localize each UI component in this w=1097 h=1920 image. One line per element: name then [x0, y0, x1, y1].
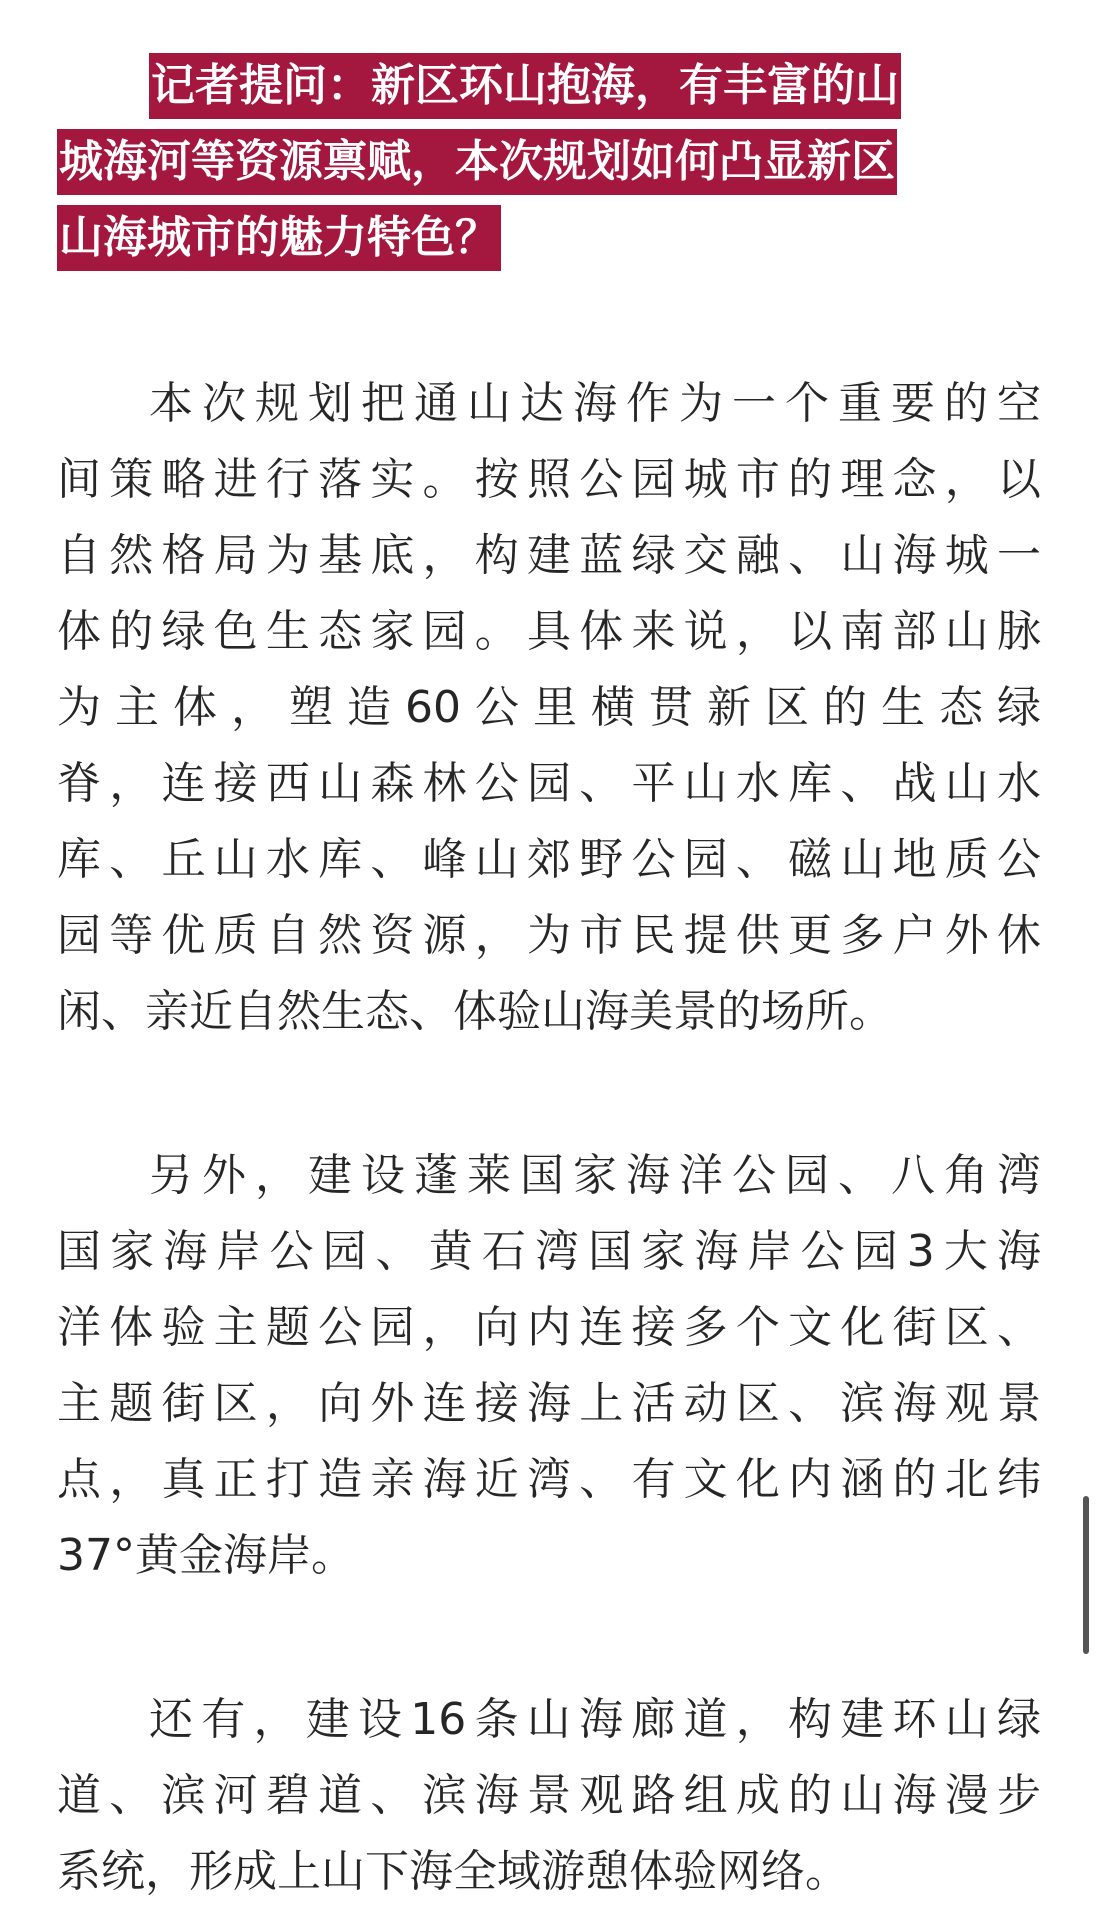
paragraph-line: 园等优质自然资源，为市民提供更多户外休	[57, 910, 1041, 961]
paragraph-line: 国家海岸公园、黄石湾国家海岸公园3大海	[57, 1226, 1041, 1277]
paragraph-line: 道、滨河碧道、滨海景观路组成的山海漫步	[57, 1770, 1041, 1821]
paragraph-line: 闲、亲近自然生态、体验山海美景的场所。	[57, 986, 893, 1037]
answer-paragraph-1	[57, 366, 1041, 1050]
paragraph-line: 体的绿色生态家园。具体来说，以南部山脉	[57, 606, 1041, 657]
paragraph-line: 另外，建设蓬莱国家海洋公园、八角湾	[149, 1150, 1041, 1201]
paragraph-line: 洋体验主题公园，向内连接多个文化街区、	[57, 1302, 1041, 1353]
paragraph-line: 脊，连接西山森林公园、平山水库、战山水	[57, 758, 1041, 809]
paragraph-line: 库、丘山水库、峰山郊野公园、磁山地质公	[57, 834, 1041, 885]
question-line	[57, 48, 1041, 124]
answer-paragraph-3	[57, 1682, 1041, 1910]
answer-paragraph-2	[57, 1138, 1041, 1594]
reporter-question	[57, 48, 1041, 276]
paragraph-line: 自然格局为基底，构建蓝绿交融、山海城一	[57, 530, 1041, 581]
question-highlight: 城海河等资源禀赋，本次规划如何凸显新区	[57, 129, 897, 195]
paragraph-line: 本次规划把通山达海作为一个重要的空	[149, 378, 1041, 429]
question-highlight: 山海城市的魅力特色？	[57, 205, 501, 271]
question-highlight: 记者提问：新区环山抱海，有丰富的山	[149, 53, 901, 119]
paragraph-line: 系统，形成上山下海全域游憩体验网络。	[57, 1846, 849, 1897]
paragraph-line: 还有，建设16条山海廊道，构建环山绿	[149, 1694, 1041, 1745]
scrollbar-thumb[interactable]	[1083, 1496, 1089, 1654]
question-line	[57, 200, 1041, 276]
paragraph-line: 点，真正打造亲海近湾、有文化内涵的北纬	[57, 1454, 1041, 1505]
paragraph-line: 间策略进行落实。按照公园城市的理念，以	[57, 454, 1041, 505]
article-body	[57, 48, 1041, 1910]
paragraph-line: 主题街区，向外连接海上活动区、滨海观景	[57, 1378, 1041, 1429]
question-line	[57, 124, 1041, 200]
paragraph-line: 为主体，塑造60公里横贯新区的生态绿	[57, 682, 1041, 733]
paragraph-line: 37°黄金海岸。	[57, 1530, 355, 1581]
